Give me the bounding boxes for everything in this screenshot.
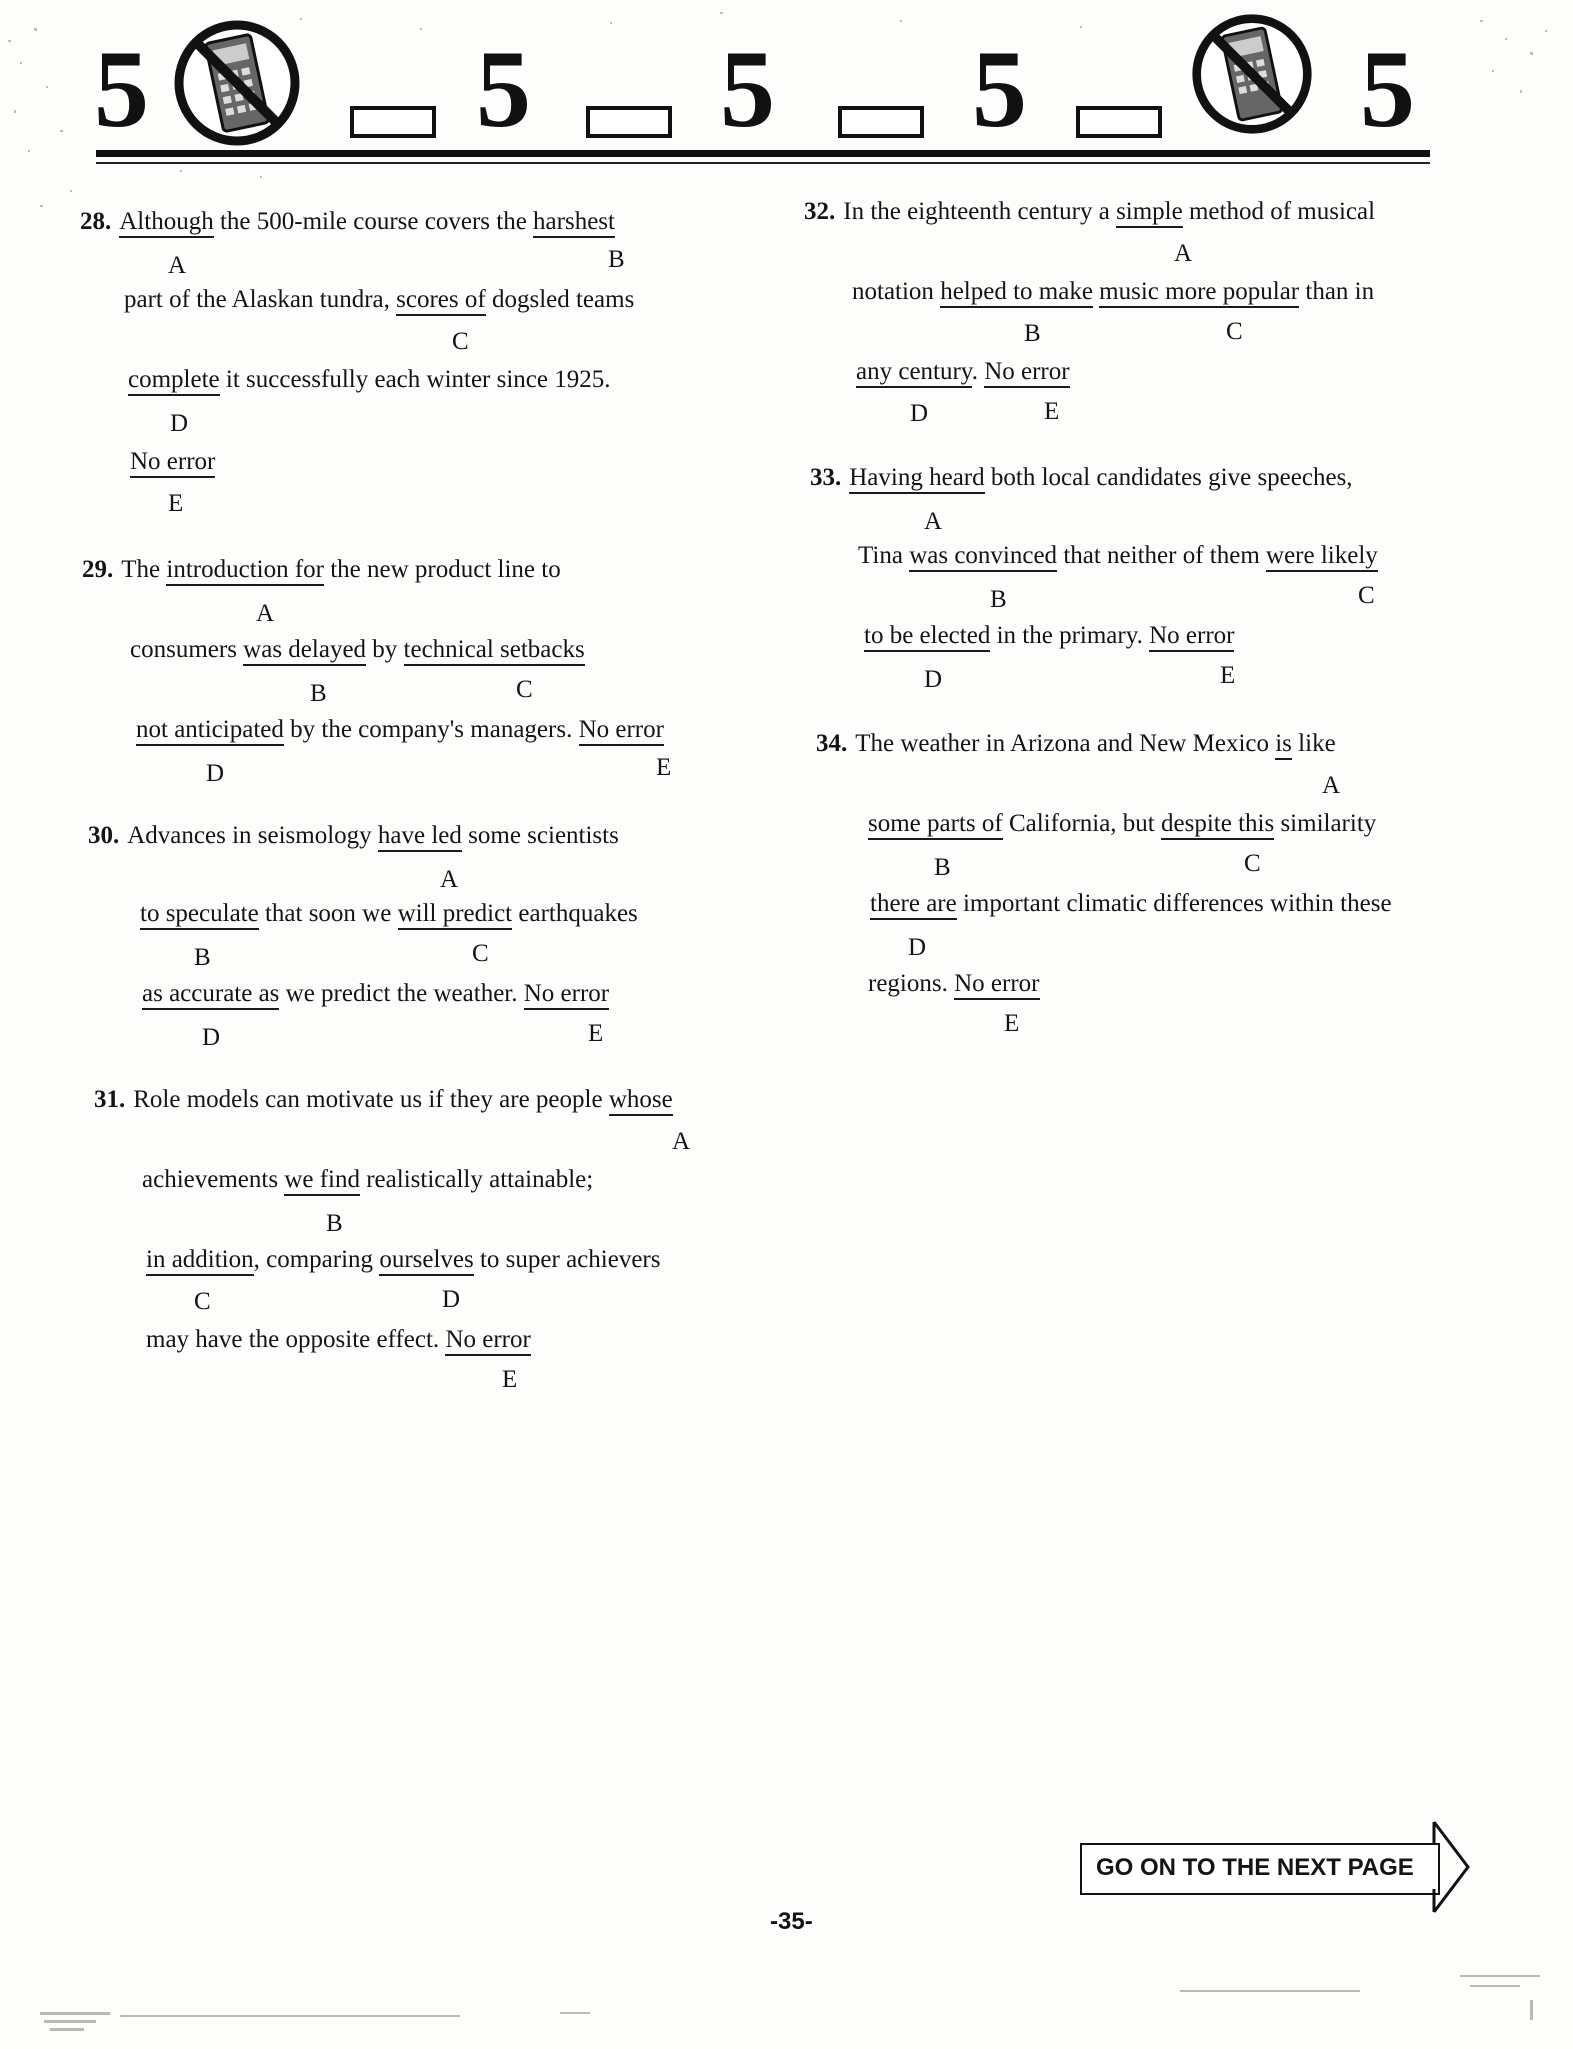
choice-letter: B <box>934 854 951 881</box>
section-number: 5 <box>972 28 1027 150</box>
text-segment: consumers <box>130 636 244 663</box>
section-header <box>92 14 1432 154</box>
question-line <box>856 358 1070 386</box>
underlined-segment: Having heard <box>849 464 984 494</box>
question-line <box>136 716 664 744</box>
question-number: 32. <box>804 198 836 225</box>
underlined-segment: technical setbacks <box>404 636 585 666</box>
choice-letter: C <box>1226 318 1243 345</box>
underlined-segment: music more popular <box>1099 278 1299 308</box>
underlined-segment: will predict <box>398 900 513 930</box>
choice-letter: A <box>1322 772 1341 799</box>
underlined-segment: whose <box>609 1086 673 1116</box>
underlined-segment: to be elected <box>864 622 990 652</box>
underlined-segment: No error <box>445 1326 530 1356</box>
choice-letter: B <box>1024 320 1041 347</box>
choice-letter: E <box>656 754 672 781</box>
underlined-segment: harshest <box>533 208 615 238</box>
text-segment: achievements <box>142 1166 285 1193</box>
text-segment: In the eighteenth century a <box>843 198 1117 225</box>
text-segment: , comparing <box>253 1246 380 1273</box>
text-segment: similarity <box>1274 810 1377 837</box>
section-number: 5 <box>720 28 775 150</box>
underlined-segment: No error <box>579 716 664 746</box>
choice-letter: B <box>194 944 211 971</box>
choice-letter: D <box>170 410 189 437</box>
text-segment: notation <box>852 278 941 305</box>
choice-letter: A <box>1174 240 1193 267</box>
choice-letter: C <box>1244 850 1261 877</box>
text-segment: that soon we <box>258 900 398 927</box>
question-number: 28. <box>80 208 112 235</box>
underlined-segment: helped to make <box>940 278 1093 308</box>
choice-letter: D <box>910 400 929 427</box>
text-segment: than in <box>1299 278 1375 305</box>
underlined-segment: have led <box>378 822 462 852</box>
choice-letter: B <box>310 680 327 707</box>
header-divider-box <box>586 106 672 138</box>
text-segment: Role models can motivate us if they are people <box>133 1086 609 1113</box>
question-line <box>868 970 1040 998</box>
question-line <box>858 542 1378 570</box>
question-line <box>870 890 1392 918</box>
question-number: 30. <box>88 822 120 849</box>
arrow-right-icon <box>1432 1820 1472 1914</box>
underlined-segment: not anticipated <box>136 716 284 746</box>
underlined-segment: introduction for <box>166 556 324 586</box>
underlined-segment: ourselves <box>379 1246 473 1276</box>
underlined-segment: was convinced <box>909 542 1057 572</box>
question-line <box>804 198 1375 226</box>
choice-letter: A <box>168 252 187 279</box>
underlined-segment: No error <box>524 980 609 1010</box>
go-on-next-page-box <box>1080 1843 1440 1895</box>
text-segment: California, but <box>1002 810 1162 837</box>
text-segment: The weather in Arizona and New Mexico <box>855 730 1276 757</box>
underlined-segment: to speculate <box>140 900 259 930</box>
choice-letter: E <box>1004 1010 1020 1037</box>
text-segment: in the primary. <box>990 622 1150 649</box>
underlined-segment: No error <box>954 970 1039 1000</box>
choice-letter: D <box>924 666 943 693</box>
question-number: 34. <box>816 730 848 757</box>
question-line <box>88 822 619 850</box>
underlined-segment: there are <box>870 890 957 920</box>
underlined-segment: simple <box>1116 198 1183 228</box>
text-segment: both local candidates give speeches, <box>984 464 1353 491</box>
underlined-segment: Although <box>119 208 213 238</box>
choice-letter: A <box>924 508 943 535</box>
underlined-segment: any century <box>856 358 972 388</box>
choice-letter: B <box>326 1210 343 1237</box>
header-divider-box <box>838 106 924 138</box>
choice-letter: A <box>256 600 275 627</box>
question-line <box>146 1246 660 1274</box>
text-segment: Tina <box>858 542 910 569</box>
text-segment: by <box>366 636 404 663</box>
choice-letter: C <box>1358 582 1375 609</box>
question-line <box>130 448 215 476</box>
text-segment: important climatic differences within these <box>956 890 1392 917</box>
underlined-segment: No error <box>984 358 1069 388</box>
section-number: 5 <box>94 28 149 150</box>
text-segment: regions. <box>868 970 955 997</box>
choice-letter: E <box>588 1020 604 1047</box>
underlined-segment: was delayed <box>243 636 366 666</box>
underlined-segment: some parts of <box>868 810 1003 840</box>
question-line <box>80 208 615 236</box>
no-calculator-icon <box>1190 12 1314 141</box>
question-line <box>130 636 585 664</box>
text-segment: we predict the weather. <box>279 980 524 1007</box>
choice-letter: B <box>990 586 1007 613</box>
choice-letter: C <box>452 328 469 355</box>
choice-letter: E <box>1220 662 1236 689</box>
text-segment: part of the Alaskan tundra, <box>124 286 397 313</box>
question-line <box>128 366 611 394</box>
choice-letter: D <box>908 934 927 961</box>
underlined-segment: we find <box>284 1166 360 1196</box>
underlined-segment: as accurate as <box>142 980 279 1010</box>
text-segment: earthquakes <box>512 900 638 927</box>
underlined-segment: No error <box>130 448 215 478</box>
question-line <box>146 1326 531 1354</box>
choice-letter: C <box>194 1288 211 1315</box>
text-segment: like <box>1291 730 1336 757</box>
question-line <box>94 1086 673 1114</box>
text-segment: by the company's managers. <box>283 716 579 743</box>
text-segment: method of musical <box>1182 198 1376 225</box>
question-line <box>124 286 634 314</box>
underlined-segment: No error <box>1149 622 1234 652</box>
question-line <box>82 556 561 584</box>
text-segment: Advances in seismology <box>127 822 378 849</box>
header-divider-box <box>1076 106 1162 138</box>
choice-letter: B <box>608 246 625 273</box>
header-divider-box <box>350 106 436 138</box>
text-segment: . <box>971 358 985 385</box>
choice-letter: D <box>206 760 225 787</box>
text-segment: The <box>121 556 167 583</box>
question-line <box>852 278 1374 306</box>
choice-letter: E <box>168 490 184 517</box>
text-segment: to super achievers <box>473 1246 661 1273</box>
section-number: 5 <box>1360 28 1415 150</box>
section-number: 5 <box>476 28 531 150</box>
question-line <box>868 810 1376 838</box>
choice-letter: A <box>672 1128 691 1155</box>
underlined-segment: scores of <box>396 286 486 316</box>
question-number: 33. <box>810 464 842 491</box>
question-line <box>864 622 1234 650</box>
choice-letter: C <box>472 940 489 967</box>
underlined-segment: were likely <box>1266 542 1378 572</box>
text-segment: may have the opposite effect. <box>146 1326 446 1353</box>
page-number: -35- <box>770 1908 813 1935</box>
text-segment: some scientists <box>461 822 619 849</box>
underlined-segment: complete <box>128 366 220 396</box>
header-rule-thin <box>96 162 1430 164</box>
underlined-segment: is <box>1275 730 1292 760</box>
choice-letter: E <box>1044 398 1060 425</box>
text-segment: the new product line to <box>323 556 561 583</box>
next-page-label: GO ON TO THE NEXT PAGE <box>1096 1854 1414 1881</box>
question-line <box>816 730 1336 758</box>
choice-letter: E <box>502 1366 518 1393</box>
question-line <box>142 1166 593 1194</box>
no-calculator-icon <box>172 18 302 153</box>
question-line <box>142 980 609 1008</box>
text-segment: dogsled teams <box>485 286 635 313</box>
question-number: 31. <box>94 1086 126 1113</box>
choice-letter: D <box>202 1024 221 1051</box>
choice-letter: A <box>440 866 459 893</box>
choice-letter: C <box>516 676 533 703</box>
text-segment: realistically attainable; <box>359 1166 594 1193</box>
text-segment: that neither of them <box>1057 542 1267 569</box>
question-line <box>810 464 1353 492</box>
underlined-segment: despite this <box>1161 810 1274 840</box>
text-segment: the 500-mile course covers the <box>213 208 534 235</box>
text-segment: it successfully each winter since 1925. <box>219 366 611 393</box>
question-line <box>140 900 638 928</box>
underlined-segment: in addition <box>146 1246 254 1276</box>
header-rule <box>96 150 1430 157</box>
question-number: 29. <box>82 556 114 583</box>
choice-letter: D <box>442 1286 461 1313</box>
